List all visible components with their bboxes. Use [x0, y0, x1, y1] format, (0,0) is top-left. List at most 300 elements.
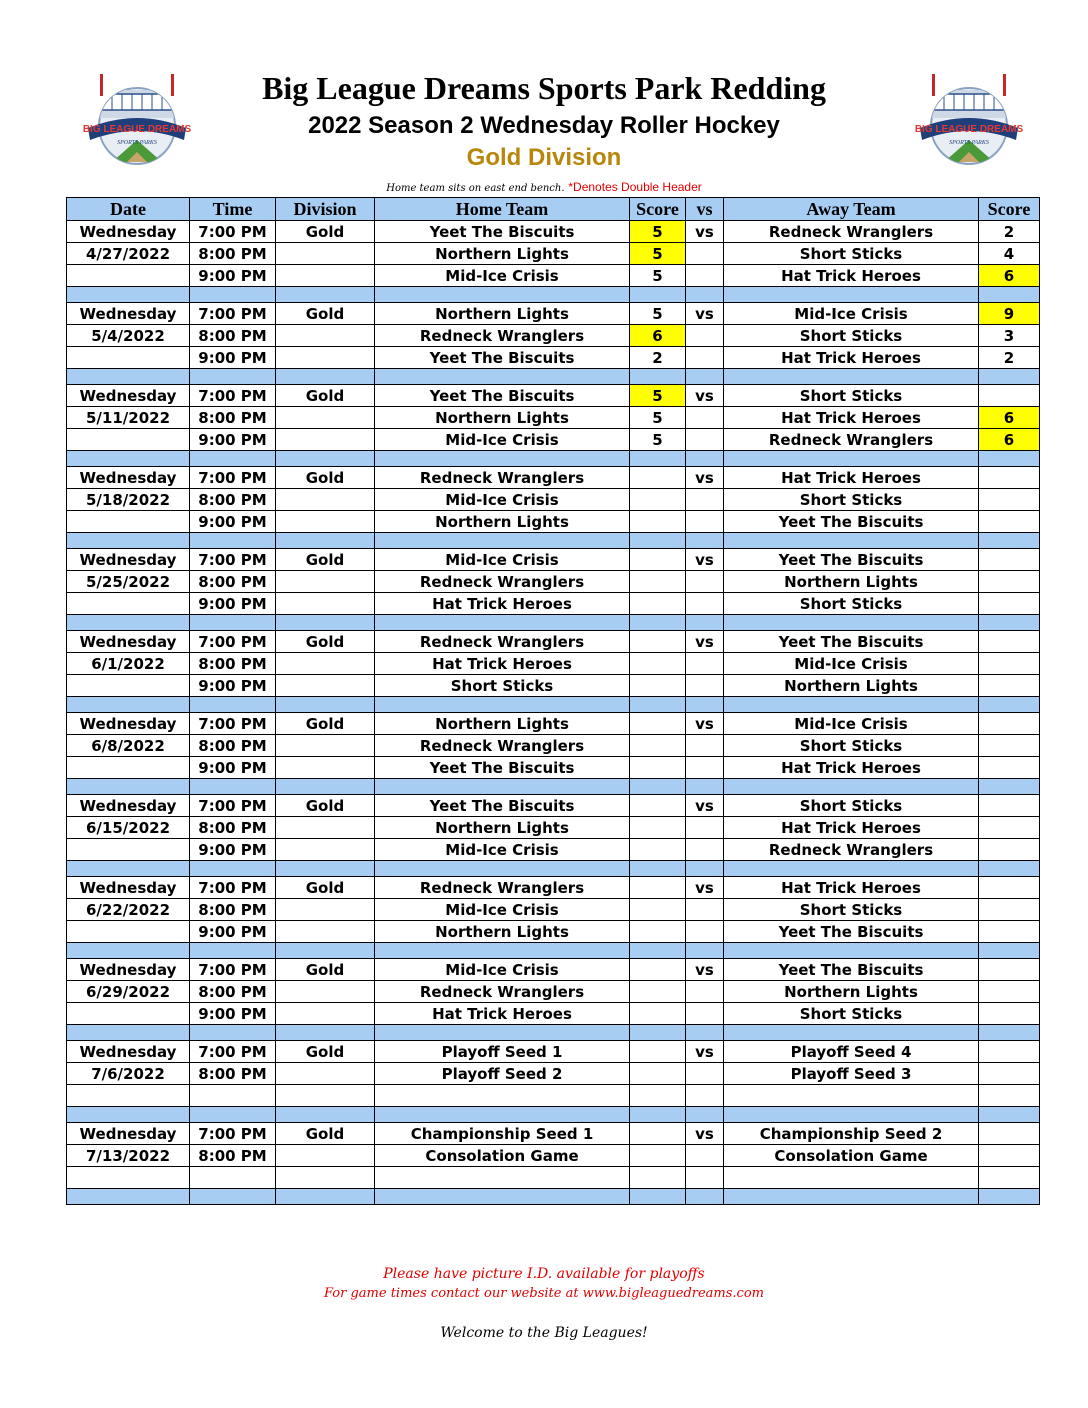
date-cell: 6/1/2022	[67, 653, 190, 675]
home-team-cell: Northern Lights	[375, 407, 630, 429]
separator-cell	[724, 533, 979, 549]
home-score-cell: 5	[630, 221, 686, 243]
away-team-cell: Mid-Ice Crisis	[724, 713, 979, 735]
time-cell: 7:00 PM	[190, 795, 276, 817]
away-score-cell	[979, 675, 1040, 697]
division-cell	[276, 839, 375, 861]
date-cell: 6/22/2022	[67, 899, 190, 921]
game-row	[67, 839, 1040, 861]
time-cell: 8:00 PM	[190, 1145, 276, 1167]
division-cell: Gold	[276, 303, 375, 325]
date-cell: 5/18/2022	[67, 489, 190, 511]
game-row	[67, 303, 1040, 325]
separator-cell	[375, 533, 630, 549]
time-cell: 8:00 PM	[190, 571, 276, 593]
division-title: Gold Division	[466, 144, 622, 171]
separator-cell	[686, 451, 724, 467]
home-team-cell: Mid-Ice Crisis	[375, 959, 630, 981]
division-cell	[276, 735, 375, 757]
photo-id-note: Please have picture I.D. available for playoffs	[383, 1266, 705, 1282]
time-cell: 9:00 PM	[190, 757, 276, 779]
vs-cell	[686, 1145, 724, 1167]
vs-cell	[686, 1063, 724, 1085]
separator-cell	[979, 369, 1040, 385]
time-cell: 8:00 PM	[190, 735, 276, 757]
home-team-cell: Hat Trick Heroes	[375, 1003, 630, 1025]
time-cell: 7:00 PM	[190, 877, 276, 899]
separator-cell	[724, 1189, 979, 1205]
separator-cell	[979, 615, 1040, 631]
vs-cell: vs	[686, 1041, 724, 1063]
game-row	[67, 549, 1040, 571]
home-score-cell	[630, 1167, 686, 1189]
away-team-cell: Hat Trick Heroes	[724, 877, 979, 899]
home-team-cell: Mid-Ice Crisis	[375, 429, 630, 451]
vs-cell: vs	[686, 795, 724, 817]
date-cell: 5/25/2022	[67, 571, 190, 593]
division-cell: Gold	[276, 1123, 375, 1145]
away-team-cell: Short Sticks	[724, 899, 979, 921]
date-cell: Wednesday	[67, 467, 190, 489]
time-cell: 9:00 PM	[190, 839, 276, 861]
col-away-team: Away Team	[724, 198, 979, 221]
game-row	[67, 757, 1040, 779]
game-row	[67, 1145, 1040, 1167]
home-team-cell: Mid-Ice Crisis	[375, 839, 630, 861]
date-cell: Wednesday	[67, 1123, 190, 1145]
schedule-body	[67, 221, 1040, 1205]
home-team-cell: Yeet The Biscuits	[375, 347, 630, 369]
separator-cell	[276, 1107, 375, 1123]
vs-cell: vs	[686, 303, 724, 325]
park-name-title: Big League Dreams Sports Park Redding	[262, 70, 826, 106]
week-separator-row	[67, 779, 1040, 795]
vs-cell	[686, 757, 724, 779]
game-row	[67, 221, 1040, 243]
separator-cell	[375, 451, 630, 467]
date-cell: Wednesday	[67, 1041, 190, 1063]
separator-cell	[630, 287, 686, 303]
game-row	[67, 981, 1040, 1003]
division-cell	[276, 325, 375, 347]
separator-cell	[375, 943, 630, 959]
vs-cell	[686, 511, 724, 533]
date-cell	[67, 429, 190, 451]
game-row	[67, 735, 1040, 757]
time-cell	[190, 1167, 276, 1189]
game-row	[67, 899, 1040, 921]
vs-cell: vs	[686, 467, 724, 489]
separator-cell	[724, 615, 979, 631]
home-score-cell	[630, 653, 686, 675]
separator-cell	[686, 1107, 724, 1123]
time-cell: 7:00 PM	[190, 549, 276, 571]
separator-cell	[979, 287, 1040, 303]
date-cell: 7/13/2022	[67, 1145, 190, 1167]
home-score-cell	[630, 1123, 686, 1145]
away-team-cell: Playoff Seed 3	[724, 1063, 979, 1085]
division-cell	[276, 981, 375, 1003]
division-cell	[276, 1167, 375, 1189]
separator-cell	[686, 779, 724, 795]
home-team-cell: Playoff Seed 1	[375, 1041, 630, 1063]
home-team-cell: Northern Lights	[375, 921, 630, 943]
separator-cell	[276, 1025, 375, 1041]
home-score-cell	[630, 1063, 686, 1085]
vs-cell: vs	[686, 877, 724, 899]
division-cell	[276, 265, 375, 287]
division-cell: Gold	[276, 959, 375, 981]
game-row	[67, 407, 1040, 429]
separator-cell	[375, 615, 630, 631]
separator-cell	[686, 369, 724, 385]
away-score-cell	[979, 795, 1040, 817]
home-score-cell	[630, 549, 686, 571]
division-cell	[276, 1003, 375, 1025]
separator-cell	[630, 697, 686, 713]
home-score-cell	[630, 713, 686, 735]
col-time: Time	[190, 198, 276, 221]
time-cell: 8:00 PM	[190, 817, 276, 839]
separator-cell	[67, 861, 190, 877]
date-cell: 4/27/2022	[67, 243, 190, 265]
time-cell: 9:00 PM	[190, 675, 276, 697]
date-cell	[67, 347, 190, 369]
away-score-cell: 4	[979, 243, 1040, 265]
week-separator-row	[67, 451, 1040, 467]
separator-cell	[276, 861, 375, 877]
separator-cell	[276, 943, 375, 959]
vs-cell	[686, 593, 724, 615]
time-cell	[190, 1085, 276, 1107]
time-cell: 7:00 PM	[190, 1123, 276, 1145]
week-separator-row	[67, 1025, 1040, 1041]
date-cell: 6/29/2022	[67, 981, 190, 1003]
game-row	[67, 1041, 1040, 1063]
separator-cell	[276, 779, 375, 795]
home-team-cell: Northern Lights	[375, 303, 630, 325]
away-score-cell	[979, 489, 1040, 511]
vs-cell	[686, 653, 724, 675]
home-score-cell	[630, 631, 686, 653]
header-row	[67, 198, 1040, 221]
away-score-cell	[979, 593, 1040, 615]
separator-cell	[630, 451, 686, 467]
home-team-cell: Mid-Ice Crisis	[375, 265, 630, 287]
game-row	[67, 593, 1040, 615]
division-cell: Gold	[276, 713, 375, 735]
division-cell	[276, 593, 375, 615]
date-cell	[67, 593, 190, 615]
away-team-cell: Playoff Seed 4	[724, 1041, 979, 1063]
away-team-cell: Redneck Wranglers	[724, 221, 979, 243]
home-team-cell: Playoff Seed 2	[375, 1063, 630, 1085]
home-score-cell	[630, 877, 686, 899]
time-cell: 8:00 PM	[190, 325, 276, 347]
division-cell	[276, 1145, 375, 1167]
vs-cell: vs	[686, 221, 724, 243]
away-score-cell	[979, 959, 1040, 981]
away-team-cell: Northern Lights	[724, 571, 979, 593]
separator-cell	[67, 1189, 190, 1205]
date-cell: 5/4/2022	[67, 325, 190, 347]
home-score-cell	[630, 489, 686, 511]
vs-cell: vs	[686, 1123, 724, 1145]
away-team-cell: Yeet The Biscuits	[724, 631, 979, 653]
separator-cell	[190, 943, 276, 959]
game-row	[67, 347, 1040, 369]
home-score-cell	[630, 675, 686, 697]
home-score-cell: 5	[630, 303, 686, 325]
separator-cell	[724, 943, 979, 959]
vs-cell: vs	[686, 631, 724, 653]
home-score-cell	[630, 981, 686, 1003]
home-score-cell	[630, 899, 686, 921]
vs-cell	[686, 243, 724, 265]
home-team-cell: Redneck Wranglers	[375, 877, 630, 899]
date-cell	[67, 757, 190, 779]
away-team-cell: Championship Seed 2	[724, 1123, 979, 1145]
date-cell	[67, 1167, 190, 1189]
time-cell: 8:00 PM	[190, 981, 276, 1003]
separator-cell	[724, 287, 979, 303]
home-team-cell: Mid-Ice Crisis	[375, 489, 630, 511]
date-cell	[67, 1003, 190, 1025]
away-team-cell: Hat Trick Heroes	[724, 467, 979, 489]
home-team-cell: Redneck Wranglers	[375, 735, 630, 757]
home-score-cell	[630, 571, 686, 593]
division-cell	[276, 571, 375, 593]
home-team-cell: Redneck Wranglers	[375, 631, 630, 653]
separator-cell	[630, 1189, 686, 1205]
separator-cell	[979, 861, 1040, 877]
vs-cell: vs	[686, 713, 724, 735]
time-cell: 9:00 PM	[190, 511, 276, 533]
separator-cell	[979, 1025, 1040, 1041]
date-cell: Wednesday	[67, 795, 190, 817]
home-score-cell: 5	[630, 407, 686, 429]
vs-cell	[686, 981, 724, 1003]
week-separator-row	[67, 615, 1040, 631]
time-cell: 7:00 PM	[190, 303, 276, 325]
vs-cell	[686, 817, 724, 839]
away-score-cell	[979, 981, 1040, 1003]
home-score-cell: 5	[630, 429, 686, 451]
home-team-cell: Yeet The Biscuits	[375, 795, 630, 817]
division-cell	[276, 817, 375, 839]
separator-cell	[979, 533, 1040, 549]
separator-cell	[979, 779, 1040, 795]
home-score-cell	[630, 921, 686, 943]
division-cell	[276, 899, 375, 921]
home-score-cell: 6	[630, 325, 686, 347]
away-team-cell: Hat Trick Heroes	[724, 347, 979, 369]
website-note: For game times contact our website at www.bigleaguedreams.com	[324, 1286, 764, 1301]
home-team-cell: Northern Lights	[375, 511, 630, 533]
home-team-cell: Consolation Game	[375, 1145, 630, 1167]
game-row	[67, 713, 1040, 735]
game-row	[67, 325, 1040, 347]
game-row	[67, 631, 1040, 653]
game-row	[67, 467, 1040, 489]
separator-cell	[724, 451, 979, 467]
home-team-cell: Yeet The Biscuits	[375, 385, 630, 407]
away-score-cell	[979, 1145, 1040, 1167]
separator-cell	[276, 451, 375, 467]
separator-cell	[979, 1189, 1040, 1205]
time-cell: 9:00 PM	[190, 1003, 276, 1025]
separator-cell	[276, 287, 375, 303]
home-team-cell: Mid-Ice Crisis	[375, 899, 630, 921]
separator-cell	[686, 1025, 724, 1041]
vs-cell	[686, 921, 724, 943]
away-team-cell: Yeet The Biscuits	[724, 959, 979, 981]
vs-cell	[686, 265, 724, 287]
separator-cell	[190, 533, 276, 549]
home-score-cell	[630, 467, 686, 489]
division-cell	[276, 653, 375, 675]
date-cell: Wednesday	[67, 303, 190, 325]
week-separator-row	[67, 943, 1040, 959]
home-score-cell	[630, 795, 686, 817]
away-score-cell	[979, 1085, 1040, 1107]
division-cell	[276, 489, 375, 511]
game-row	[67, 921, 1040, 943]
time-cell: 8:00 PM	[190, 489, 276, 511]
vs-cell	[686, 325, 724, 347]
separator-cell	[724, 861, 979, 877]
away-score-cell	[979, 839, 1040, 861]
division-cell	[276, 511, 375, 533]
separator-cell	[724, 779, 979, 795]
away-team-cell: Short Sticks	[724, 1003, 979, 1025]
away-score-cell: 6	[979, 265, 1040, 287]
separator-cell	[276, 697, 375, 713]
away-score-cell	[979, 713, 1040, 735]
vs-cell	[686, 675, 724, 697]
separator-cell	[375, 287, 630, 303]
away-score-cell: 2	[979, 221, 1040, 243]
home-team-cell: Yeet The Biscuits	[375, 757, 630, 779]
separator-cell	[190, 697, 276, 713]
game-row	[67, 571, 1040, 593]
away-team-cell: Hat Trick Heroes	[724, 407, 979, 429]
separator-cell	[67, 533, 190, 549]
away-team-cell: Hat Trick Heroes	[724, 817, 979, 839]
away-score-cell	[979, 1167, 1040, 1189]
double-header-note: *Denotes Double Header	[568, 180, 702, 194]
separator-cell	[724, 369, 979, 385]
division-cell: Gold	[276, 631, 375, 653]
home-team-cell: Championship Seed 1	[375, 1123, 630, 1145]
date-cell: Wednesday	[67, 221, 190, 243]
away-score-cell: 3	[979, 325, 1040, 347]
home-team-cell: Hat Trick Heroes	[375, 593, 630, 615]
division-cell: Gold	[276, 877, 375, 899]
separator-cell	[686, 861, 724, 877]
home-score-cell	[630, 757, 686, 779]
away-team-cell: Redneck Wranglers	[724, 839, 979, 861]
separator-cell	[630, 615, 686, 631]
separator-cell	[276, 369, 375, 385]
home-team-cell	[375, 1167, 630, 1189]
home-team-cell: Yeet The Biscuits	[375, 221, 630, 243]
division-cell	[276, 429, 375, 451]
home-score-cell: 5	[630, 243, 686, 265]
away-team-cell: Hat Trick Heroes	[724, 757, 979, 779]
separator-cell	[630, 369, 686, 385]
col-vs: vs	[686, 198, 724, 221]
date-cell	[67, 675, 190, 697]
separator-cell	[276, 533, 375, 549]
division-cell: Gold	[276, 385, 375, 407]
away-score-cell	[979, 653, 1040, 675]
home-score-cell: 5	[630, 385, 686, 407]
svg-text:SPORTS PARKS: SPORTS PARKS	[949, 140, 989, 146]
away-score-cell	[979, 1123, 1040, 1145]
away-score-cell	[979, 385, 1040, 407]
away-team-cell: Mid-Ice Crisis	[724, 303, 979, 325]
away-score-cell: 2	[979, 347, 1040, 369]
away-team-cell: Yeet The Biscuits	[724, 549, 979, 571]
separator-cell	[686, 287, 724, 303]
away-score-cell	[979, 899, 1040, 921]
away-score-cell	[979, 467, 1040, 489]
away-score-cell	[979, 757, 1040, 779]
away-score-cell	[979, 1041, 1040, 1063]
vs-cell	[686, 407, 724, 429]
home-score-cell	[630, 1145, 686, 1167]
date-cell: Wednesday	[67, 549, 190, 571]
separator-cell	[67, 615, 190, 631]
division-cell: Gold	[276, 549, 375, 571]
game-row	[67, 653, 1040, 675]
game-row	[67, 795, 1040, 817]
separator-cell	[630, 1025, 686, 1041]
separator-cell	[979, 1107, 1040, 1123]
away-score-cell: 6	[979, 429, 1040, 451]
separator-cell	[190, 1107, 276, 1123]
separator-cell	[630, 533, 686, 549]
separator-cell	[190, 1025, 276, 1041]
time-cell: 9:00 PM	[190, 265, 276, 287]
separator-cell	[724, 1025, 979, 1041]
separator-cell	[375, 1025, 630, 1041]
game-row	[67, 817, 1040, 839]
separator-cell	[190, 451, 276, 467]
home-team-cell: Northern Lights	[375, 817, 630, 839]
home-team-cell: Short Sticks	[375, 675, 630, 697]
away-score-cell: 6	[979, 407, 1040, 429]
schedule-table	[66, 197, 1040, 1205]
division-cell	[276, 1085, 375, 1107]
separator-cell	[979, 697, 1040, 713]
svg-text:BIG LEAGUE DREAMS: BIG LEAGUE DREAMS	[82, 124, 192, 135]
time-cell: 7:00 PM	[190, 959, 276, 981]
away-score-cell: 9	[979, 303, 1040, 325]
away-score-cell	[979, 549, 1040, 571]
division-cell: Gold	[276, 221, 375, 243]
season-title: 2022 Season 2 Wednesday Roller Hockey	[308, 112, 780, 139]
away-score-cell	[979, 511, 1040, 533]
col-home-team: Home Team	[375, 198, 630, 221]
date-cell: Wednesday	[67, 877, 190, 899]
separator-cell	[190, 1189, 276, 1205]
home-team-cell: Redneck Wranglers	[375, 325, 630, 347]
welcome-note: Welcome to the Big Leagues!	[440, 1325, 648, 1341]
game-row	[67, 243, 1040, 265]
time-cell: 8:00 PM	[190, 899, 276, 921]
